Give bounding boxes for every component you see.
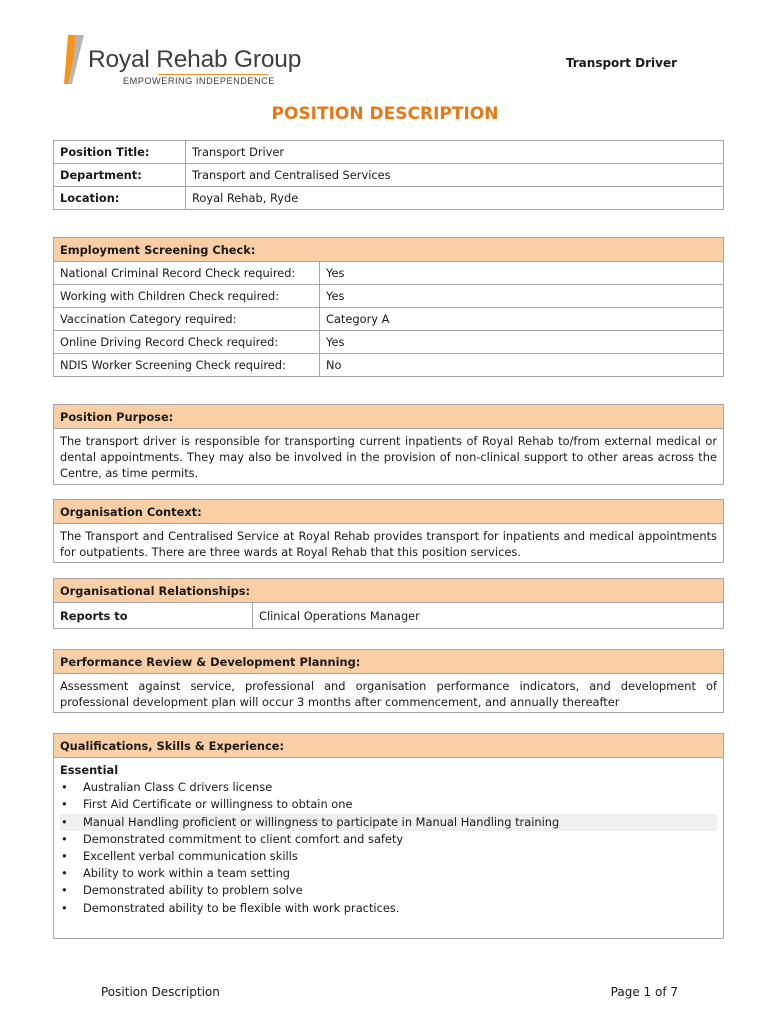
logo-underline xyxy=(158,74,268,75)
footer-page-number: Page 1 of 7 xyxy=(610,985,678,999)
relationships-heading: Organisational Relationships: xyxy=(54,579,724,603)
performance-text: Assessment against service, professional and organisation performance indicators, and development of professional development plan will occur 3 months after commencement, and annually thereafter xyxy=(54,674,724,713)
table-row xyxy=(54,141,724,164)
qualifications-heading: Qualifications, Skills & Experience: xyxy=(54,734,724,758)
company-logo xyxy=(62,30,312,90)
list-item: • Excellent verbal communication skills xyxy=(60,848,717,865)
list-item: • Manual Handling proficient or willingness to participate in Manual Handling training xyxy=(60,814,717,831)
screening-label: National Criminal Record Check required: xyxy=(54,262,320,285)
screening-value: No xyxy=(320,354,724,377)
table-header-row xyxy=(54,238,724,262)
department-label: Department: xyxy=(54,164,186,187)
position-title-label: Position Title: xyxy=(54,141,186,164)
reports-to-label: Reports to xyxy=(54,603,253,629)
table-row xyxy=(54,285,724,308)
position-title-value: Transport Driver xyxy=(186,141,724,164)
screening-value: Category A xyxy=(320,308,724,331)
essential-subheading: Essential xyxy=(60,763,119,777)
list-item: • Ability to work within a team setting xyxy=(60,865,717,882)
screening-label: NDIS Worker Screening Check required: xyxy=(54,354,320,377)
list-item: • Australian Class C drivers license xyxy=(60,779,717,796)
reports-to-value: Clinical Operations Manager xyxy=(253,603,724,629)
table-row xyxy=(54,262,724,285)
context-text: The Transport and Centralised Service at Royal Rehab provides transport for inpatients and medical appointments for outpatients. There are three wards at Royal Rehab that this position services. xyxy=(54,524,724,563)
position-table xyxy=(53,140,724,210)
logo-tagline: EMPOWERING INDEPENDENCE xyxy=(123,76,275,86)
table-row xyxy=(54,187,724,210)
screening-heading: Employment Screening Check: xyxy=(54,238,724,262)
list-item: • Demonstrated ability to be flexible with work practices. xyxy=(60,900,717,917)
location-label: Location: xyxy=(54,187,186,210)
screening-label: Working with Children Check required: xyxy=(54,285,320,308)
screening-label: Vaccination Category required: xyxy=(54,308,320,331)
table-row xyxy=(54,164,724,187)
performance-table xyxy=(53,649,724,713)
page-title: POSITION DESCRIPTION xyxy=(271,104,499,124)
purpose-table xyxy=(53,404,724,485)
logo-name: Royal Rehab Group xyxy=(88,46,302,73)
screening-value: Yes xyxy=(320,285,724,308)
header-title: Transport Driver xyxy=(565,56,677,70)
list-item: • First Aid Certificate or willingness to obtain one xyxy=(60,796,717,813)
list-item: • Demonstrated commitment to client comfort and safety xyxy=(60,831,717,848)
location-value: Royal Rehab, Ryde xyxy=(186,187,724,210)
department-value: Transport and Centralised Services xyxy=(186,164,724,187)
footer-left: Position Description xyxy=(101,985,220,999)
purpose-text: The transport driver is responsible for transporting current inpatients of Royal Rehab to/from external medical or dental appointments. They may also be involved in the provision of non-clinical support to other areas across the Centre, as time permits. xyxy=(54,429,724,485)
screening-table xyxy=(53,237,724,377)
relationships-table xyxy=(53,578,724,629)
performance-heading: Performance Review & Development Planning: xyxy=(54,650,724,674)
screening-label: Online Driving Record Check required: xyxy=(54,331,320,354)
qualifications-body xyxy=(54,758,724,939)
qualifications-table xyxy=(53,733,724,939)
purpose-heading: Position Purpose: xyxy=(54,405,724,429)
table-row xyxy=(54,308,724,331)
table-row xyxy=(54,603,724,629)
table-row xyxy=(54,331,724,354)
table-row xyxy=(54,354,724,377)
context-table xyxy=(53,499,724,563)
list-item: • Demonstrated ability to problem solve xyxy=(60,882,717,899)
context-heading: Organisation Context: xyxy=(54,500,724,524)
qualifications-list xyxy=(60,779,717,917)
screening-value: Yes xyxy=(320,262,724,285)
screening-value: Yes xyxy=(320,331,724,354)
